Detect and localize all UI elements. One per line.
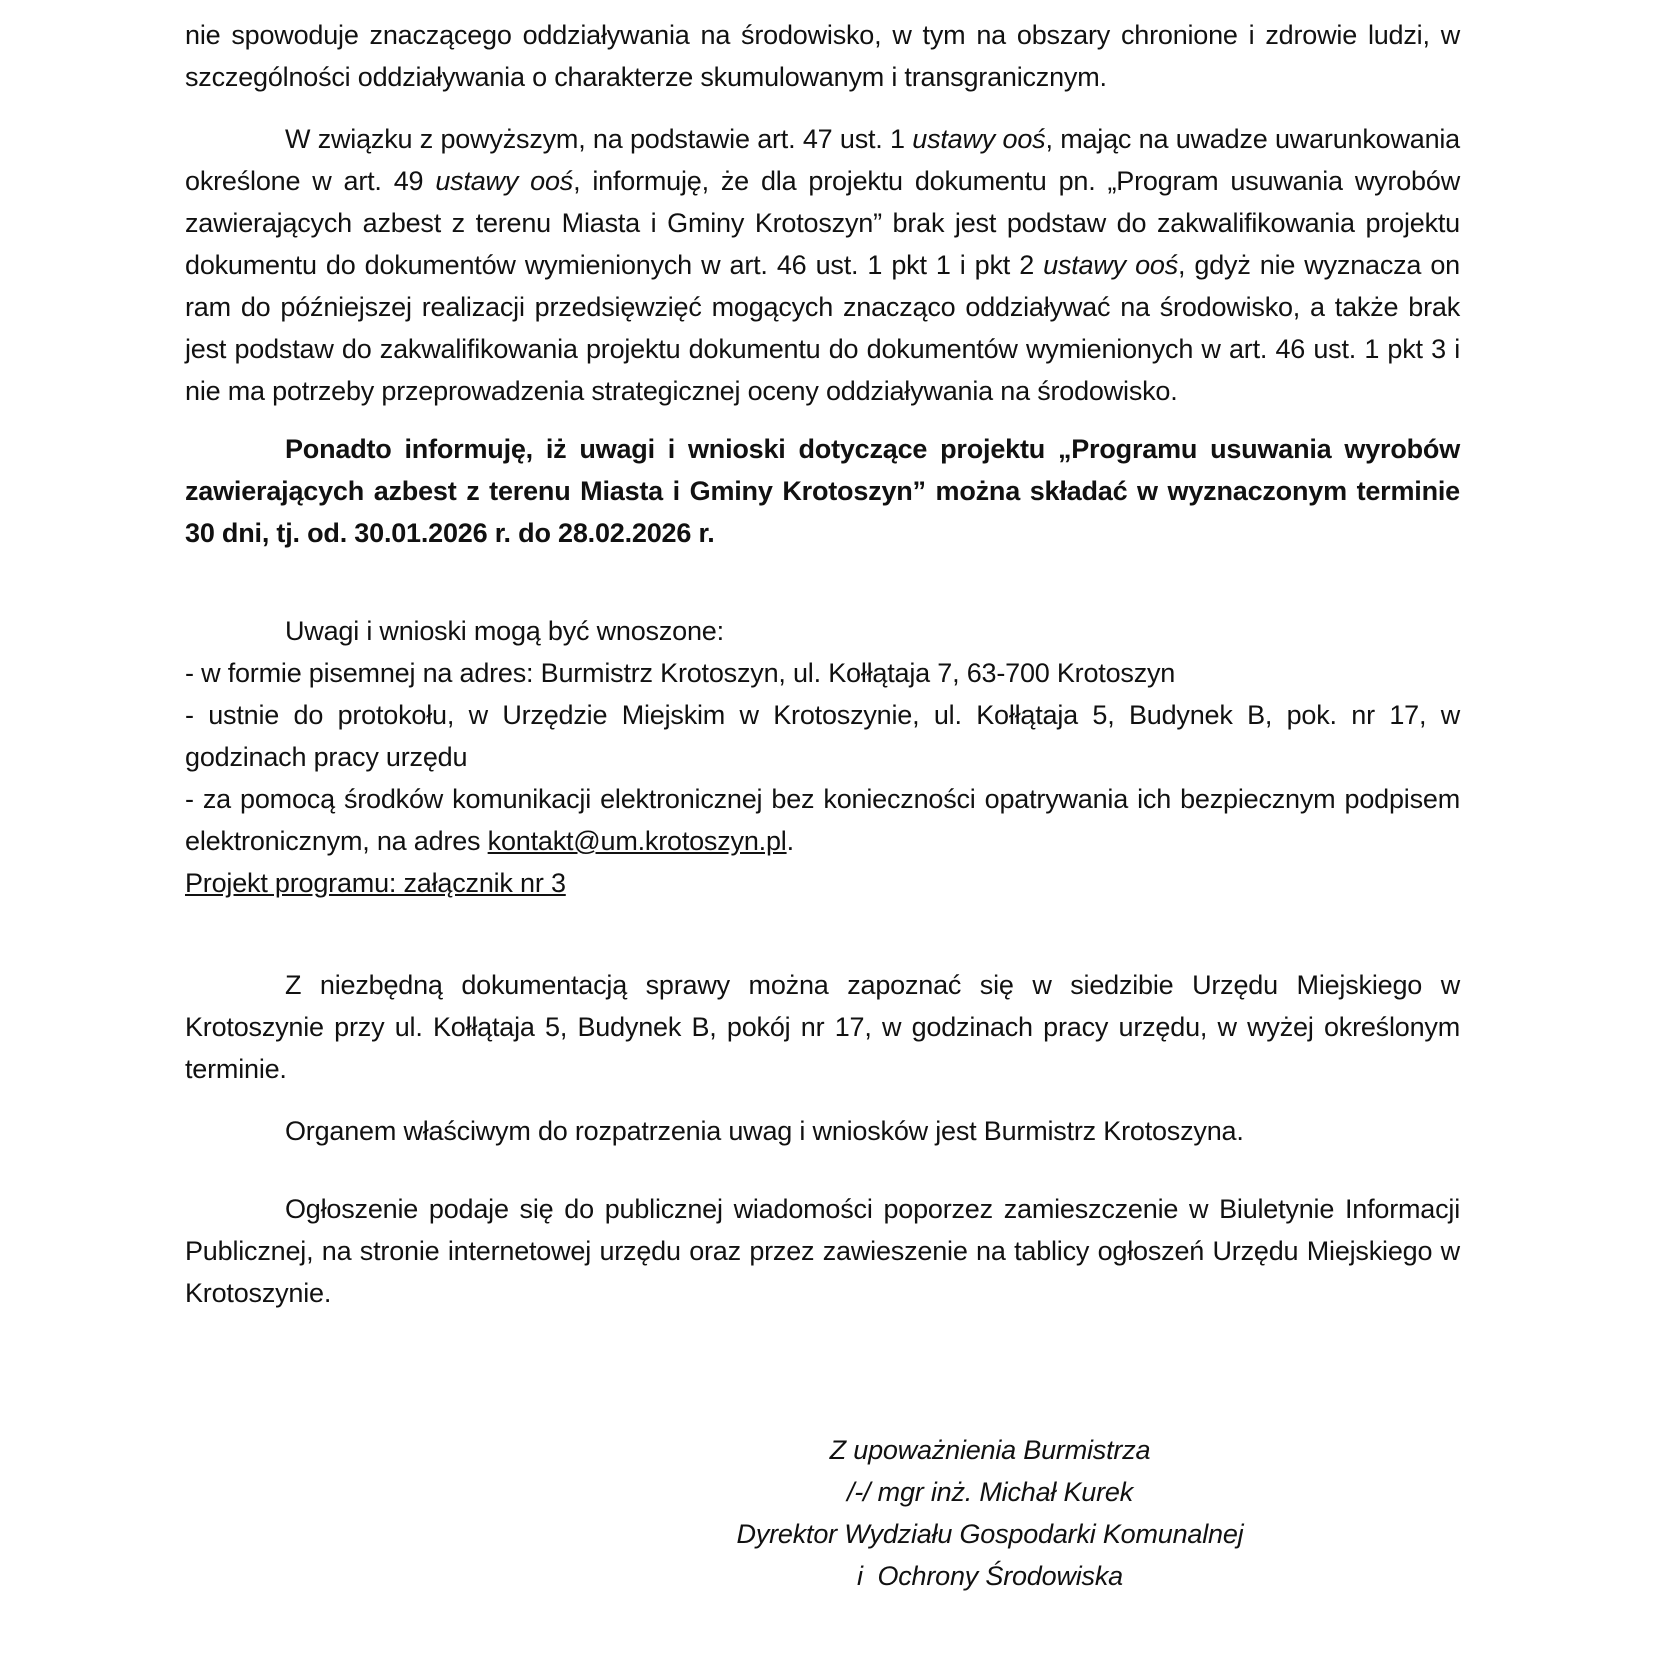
paragraph-bold-notice: Ponadto informuję, iż uwagi i wnioski dotyczące projektu „Programu usuwania wyrobów zawierających azbest z terenu Miasta i Gminy Krotoszyn” można składać w wyznaczonym terminie 30 dni, tj. od. 30.01.2026 r. do 28.02.2026 r.	[185, 434, 1460, 548]
paragraph-legal-basis: W związku z powyższym, na podstawie art. 47 ust. 1 ustawy ooś, mając na uwadze uwarunkowania określone w art. 49 ustawy ooś, informuję, że dla projektu dokumentu pn. „Program usuwania wyrobów zawierających azbest z terenu Miasta i Gminy Krotoszyn” brak jest podstaw do zakwalifikowania projektu dokumentu do dokumentów wymienionych w art. 46 ust. 1 pkt 1 i pkt 2 ustawy ooś, gdyż nie wyznacza on ram do późniejszej realizacji przedsięwzięć mogących znacząco oddziaływać na środowisko, a także brak jest podstaw do zakwalifikowania projektu dokumentu do dokumentów wymienionych w art. 46 ust. 1 pkt 3 i nie ma potrzeby przeprowadzenia strategicznej oceny oddziaływania na środowisko.	[185, 124, 1460, 406]
attachment-link[interactable]: Projekt programu: załącznik nr 3	[185, 868, 566, 898]
email-link[interactable]: kontakt@um.krotoszyn.pl	[487, 826, 787, 856]
attachment-paragraph	[185, 862, 1460, 904]
paragraph-continuation: nie spowoduje znaczącego oddziaływania na środowisko, w tym na obszary chronione i zdrowie ludzi, w szczególności oddziaływania o charakterze skumulowanym i transgranicznym.	[185, 20, 1460, 92]
signature-name-line: /-/ mgr inż. Michał Kurek	[846, 1477, 1134, 1507]
paragraph-authority: Organem właściwym do rozpatrzenia uwag i wniosków jest Burmistrz Krotoszyna.	[285, 1116, 1244, 1146]
paragraph-documentation: Z niezbędną dokumentacją sprawy można zapoznać się w siedzibie Urzędu Miejskiego w Krotoszynie przy ul. Kołłątaja 5, Budynek B, pokój nr 17, w godzinach pracy urzędu, w wyżej określonym terminie.	[185, 970, 1460, 1084]
signature-block	[690, 1429, 1290, 1597]
paragraph-uwagi-intro: Uwagi i wnioski mogą być wnoszone:	[285, 616, 724, 646]
submission-methods-list	[185, 652, 1460, 862]
document-body	[185, 14, 1460, 1597]
paragraph-publication: Ogłoszenie podaje się do publicznej wiadomości poporzez zamieszczenie w Biuletynie Informacji Publicznej, na stronie internetowej urzędu oraz przez zawieszenie na tablicy ogłoszeń Urzędu Miejskiego w Krotoszynie.	[185, 1194, 1460, 1308]
list-item-electronic: - za pomocą środków komunikacji elektronicznej bez konieczności opatrywania ich bezpiecznym podpisem elektronicznym, na adres kontakt@um.krotoszyn.pl.	[185, 784, 1460, 856]
signature-authorization-line: Z upoważnienia Burmistrza	[829, 1435, 1151, 1465]
list-item-written: - w formie pisemnej na adres: Burmistrz Krotoszyn, ul. Kołłątaja 7, 63-700 Krotoszyn	[185, 658, 1176, 688]
signature-department-line: i Ochrony Środowiska	[857, 1561, 1123, 1591]
signature-title-line: Dyrektor Wydziału Gospodarki Komunalnej	[736, 1519, 1244, 1549]
list-item-oral: - ustnie do protokołu, w Urzędzie Miejskim w Krotoszynie, ul. Kołłątaja 5, Budynek B, pok. nr 17, w godzinach pracy urzędu	[185, 700, 1460, 772]
